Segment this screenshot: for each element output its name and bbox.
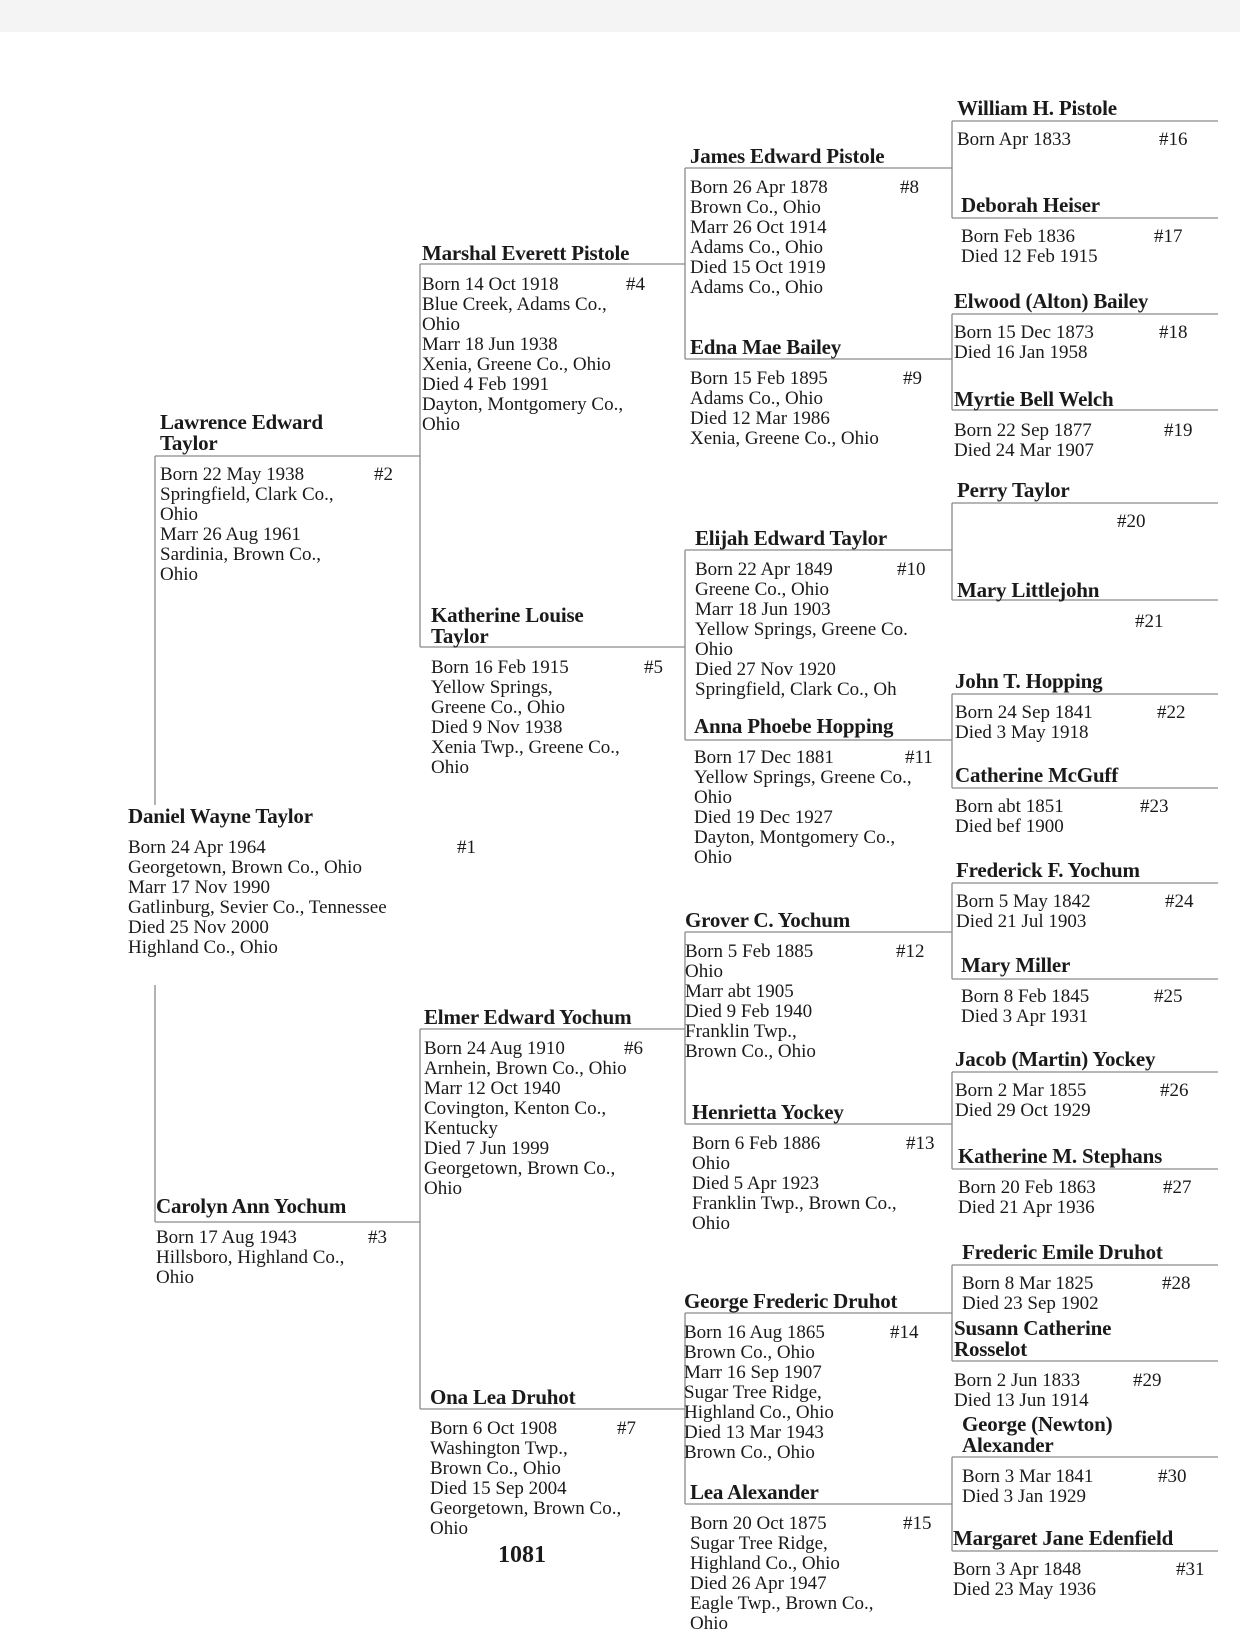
- person-name: [690, 337, 879, 358]
- person-name-line: Daniel Wayne Taylor: [128, 804, 313, 828]
- detail-line: Covington, Kenton Co.,: [424, 1098, 607, 1119]
- detail-line: Georgetown, Brown Co.,: [424, 1158, 616, 1179]
- detail-line: [957, 612, 1099, 632]
- person-name: [431, 605, 620, 647]
- ahnentafel-number: #17: [1154, 226, 1183, 247]
- detail-line: Ohio: [685, 961, 723, 982]
- detail-line: Ohio: [431, 757, 469, 778]
- person-8: [690, 144, 919, 298]
- ahnentafel-number: #9: [903, 368, 922, 389]
- person-details: [955, 1080, 1189, 1121]
- person-name-line: Carolyn Ann Yochum: [156, 1194, 347, 1218]
- person-name: [962, 1414, 1112, 1456]
- person-details: [695, 559, 926, 700]
- person-name: [690, 146, 884, 167]
- ahnentafel-number: #10: [897, 559, 926, 580]
- detail-line: Died 12 Mar 1986: [690, 408, 830, 429]
- person-18: [954, 289, 1188, 363]
- person-details: [961, 986, 1183, 1027]
- person-details: [955, 702, 1186, 743]
- ahnentafel-number: #18: [1159, 322, 1188, 343]
- ahnentafel-number: #30: [1158, 1466, 1187, 1487]
- detail-line: Yellow Springs, Greene Co.: [695, 619, 908, 640]
- person-name: [955, 1049, 1155, 1070]
- detail-line: Marr 12 Oct 1940: [424, 1078, 561, 1099]
- detail-line: Highland Co., Ohio: [128, 937, 278, 958]
- ahnentafel-number: #11: [905, 747, 933, 768]
- detail-line: Born 8 Feb 1845: [961, 986, 1090, 1007]
- person-name: [128, 806, 387, 827]
- detail-line: Born 22 Sep 1877: [954, 420, 1092, 441]
- person-name: [695, 528, 908, 549]
- person-name: [424, 1007, 631, 1028]
- person-name: [953, 1528, 1173, 1549]
- detail-line: Born 15 Dec 1873: [954, 322, 1094, 343]
- detail-line: Died 23 May 1936: [953, 1579, 1097, 1600]
- detail-line: Highland Co., Ohio: [690, 1553, 840, 1574]
- detail-line: Died 3 Apr 1931: [961, 1006, 1089, 1027]
- detail-line: Ohio: [422, 414, 460, 435]
- detail-line: Ohio: [692, 1153, 730, 1174]
- person-details: [694, 747, 933, 868]
- person-details: [961, 226, 1183, 267]
- person-details: [956, 891, 1194, 932]
- ahnentafel-number: #24: [1165, 891, 1194, 912]
- person-name: [156, 1196, 346, 1217]
- person-23: [955, 763, 1169, 837]
- person-details: [685, 941, 925, 1062]
- person-1: [128, 804, 476, 958]
- ahnentafel-number: #15: [903, 1513, 932, 1534]
- person-11: [694, 714, 933, 868]
- person-details: [954, 322, 1188, 363]
- person-name-line: Jacob (Martin) Yockey: [955, 1047, 1156, 1071]
- person-details: [128, 837, 476, 958]
- person-name-line: Rosselot: [954, 1337, 1028, 1361]
- detail-line: Xenia, Greene Co., Ohio: [690, 428, 879, 449]
- person-name-line: Frederic Emile Druhot: [962, 1240, 1163, 1264]
- detail-line: Born 22 May 1938: [160, 464, 305, 485]
- detail-line: Born 8 Mar 1825: [962, 1273, 1094, 1294]
- person-name-line: William H. Pistole: [957, 96, 1117, 120]
- person-10: [695, 526, 926, 700]
- person-details: [690, 368, 922, 449]
- detail-line: Born 3 Mar 1841: [962, 1466, 1094, 1487]
- detail-line: Brown Co., Ohio: [685, 1041, 816, 1062]
- detail-line: Died 13 Jun 1914: [954, 1390, 1089, 1411]
- person-name-line: Elijah Edward Taylor: [695, 526, 888, 550]
- detail-line: Died bef 1900: [955, 816, 1064, 837]
- person-name-line: Katherine M. Stephans: [958, 1144, 1163, 1168]
- detail-line: Franklin Twp., Brown Co.,: [692, 1193, 897, 1214]
- person-name-line: Elmer Edward Yochum: [424, 1005, 632, 1029]
- detail-line: Franklin Twp.,: [685, 1021, 797, 1042]
- detail-line: Kentucky: [424, 1118, 498, 1139]
- person-name-line: Anna Phoebe Hopping: [694, 714, 894, 738]
- person-name-line: Ona Lea Druhot: [430, 1385, 576, 1409]
- detail-line: Adams Co., Ohio: [690, 237, 823, 258]
- person-name-line: Perry Taylor: [957, 478, 1070, 502]
- person-details: [692, 1133, 935, 1234]
- detail-line: Died 12 Feb 1915: [961, 246, 1098, 267]
- ahnentafel-number: #26: [1160, 1080, 1189, 1101]
- detail-line: Died 23 Sep 1902: [962, 1293, 1099, 1314]
- person-3: [156, 1194, 387, 1288]
- person-24: [956, 858, 1194, 932]
- detail-line: Gatlinburg, Sevier Co., Tennessee: [128, 897, 387, 918]
- person-name-line: Susann Catherine: [954, 1316, 1112, 1340]
- person-details: [431, 657, 663, 778]
- person-name-line: Margaret Jane Edenfield: [953, 1526, 1174, 1550]
- person-details: [955, 796, 1169, 837]
- person-name-line: John T. Hopping: [955, 669, 1103, 693]
- person-name-line: James Edward Pistole: [690, 144, 885, 168]
- person-22: [955, 669, 1186, 743]
- detail-line: Marr 17 Nov 1990: [128, 877, 270, 898]
- page-number: 1081: [498, 1542, 546, 1568]
- ahnentafel-number: #25: [1154, 986, 1183, 1007]
- detail-line: Born 24 Sep 1841: [955, 702, 1093, 723]
- ahnentafel-number: #27: [1163, 1177, 1192, 1198]
- detail-line: Sardinia, Brown Co.,: [160, 544, 321, 565]
- detail-line: Born 6 Oct 1908: [430, 1418, 558, 1439]
- person-15: [690, 1480, 932, 1634]
- detail-line: Marr abt 1905: [685, 981, 794, 1002]
- person-name-line: Edna Mae Bailey: [690, 335, 842, 359]
- person-31: [953, 1526, 1205, 1600]
- detail-line: Died 7 Jun 1999: [424, 1138, 550, 1159]
- person-name-line: Lawrence Edward: [160, 410, 323, 434]
- person-16: [957, 96, 1188, 150]
- person-name: [430, 1387, 621, 1408]
- person-name: [962, 1242, 1163, 1263]
- person-details: [690, 1513, 932, 1634]
- ahnentafel-number: #5: [644, 657, 663, 678]
- ahnentafel-number: #6: [624, 1038, 643, 1059]
- detail-line: Xenia Twp., Greene Co.,: [431, 737, 620, 758]
- person-name-line: Grover C. Yochum: [685, 908, 850, 932]
- detail-line: Ohio: [160, 564, 198, 585]
- person-13: [692, 1100, 935, 1234]
- person-name-line: Frederick F. Yochum: [956, 858, 1140, 882]
- person-name: [694, 716, 912, 737]
- ahnentafel-number: #31: [1176, 1559, 1205, 1580]
- person-19: [954, 387, 1193, 461]
- detail-line: Died 4 Feb 1991: [422, 374, 550, 395]
- person-name: [954, 1318, 1111, 1360]
- detail-line: Died 3 Jan 1929: [962, 1486, 1087, 1507]
- detail-line: Born 20 Oct 1875: [690, 1513, 827, 1534]
- detail-line: Died 13 Mar 1943: [684, 1422, 824, 1443]
- detail-line: Springfield, Clark Co., Oh: [695, 679, 897, 700]
- detail-line: Born 24 Apr 1964: [128, 837, 266, 858]
- person-name: [957, 580, 1099, 601]
- person-details: [156, 1227, 387, 1288]
- detail-line: Greene Co., Ohio: [695, 579, 830, 600]
- detail-line: Died 25 Nov 2000: [128, 917, 269, 938]
- person-20: [957, 478, 1146, 532]
- detail-line: Marr 16 Sep 1907: [684, 1362, 822, 1383]
- person-details: [958, 1177, 1192, 1218]
- detail-line: Born 6 Feb 1886: [692, 1133, 821, 1154]
- person-details: [160, 464, 393, 585]
- detail-line: Born 16 Aug 1865: [684, 1322, 825, 1343]
- ahnentafel-number: #16: [1159, 129, 1188, 150]
- person-6: [424, 1005, 643, 1199]
- detail-line: Ohio: [430, 1518, 468, 1539]
- detail-line: Greene Co., Ohio: [431, 697, 566, 718]
- person-28: [962, 1240, 1191, 1314]
- person-name: [958, 1146, 1162, 1167]
- person-name: [422, 243, 629, 264]
- person-name: [684, 1291, 897, 1312]
- person-name: [961, 955, 1089, 976]
- person-details: [424, 1038, 643, 1199]
- detail-line: Brown Co., Ohio: [690, 197, 821, 218]
- person-name-line: George (Newton): [962, 1412, 1113, 1436]
- detail-line: Hillsboro, Highland Co.,: [156, 1247, 345, 1268]
- detail-line: Died 16 Jan 1958: [954, 342, 1088, 363]
- ahnentafel-number: #20: [1117, 511, 1146, 532]
- ahnentafel-number: #14: [890, 1322, 919, 1343]
- detail-line: Yellow Springs,: [431, 677, 553, 698]
- person-21: [957, 578, 1164, 632]
- detail-line: Arnhein, Brown Co., Ohio: [424, 1058, 627, 1079]
- person-details: [957, 511, 1146, 532]
- person-name: [956, 860, 1140, 881]
- detail-line: Brown Co., Ohio: [684, 1442, 815, 1463]
- person-name: [954, 291, 1148, 312]
- detail-line: Born 5 Feb 1885: [685, 941, 814, 962]
- detail-line: Washington Twp.,: [430, 1438, 568, 1459]
- person-name: [961, 195, 1100, 216]
- person-29: [954, 1316, 1162, 1411]
- person-17: [961, 193, 1183, 267]
- detail-line: Born 3 Apr 1848: [953, 1559, 1082, 1580]
- person-name-line: Katherine Louise: [431, 603, 584, 627]
- person-name: [685, 910, 850, 931]
- person-name-line: Marshal Everett Pistole: [422, 241, 630, 265]
- detail-line: [957, 512, 1070, 532]
- person-4: [422, 241, 645, 435]
- ahnentafel-number: #12: [896, 941, 925, 962]
- ahnentafel-number: #1: [457, 837, 476, 858]
- detail-line: Dayton, Montgomery Co.,: [694, 827, 896, 848]
- detail-line: Born abt 1851: [955, 796, 1064, 817]
- person-name-line: Catherine McGuff: [955, 763, 1119, 787]
- person-details: [957, 611, 1164, 632]
- person-details: [430, 1418, 636, 1539]
- person-details: [962, 1273, 1191, 1314]
- detail-line: Died 26 Apr 1947: [690, 1573, 827, 1594]
- detail-line: Marr 18 Jun 1903: [695, 599, 831, 620]
- detail-line: Died 27 Nov 1920: [695, 659, 836, 680]
- detail-line: Died 29 Oct 1929: [955, 1100, 1091, 1121]
- person-details: [954, 420, 1193, 461]
- ahnentafel-number: #29: [1133, 1370, 1162, 1391]
- detail-line: Marr 18 Jun 1938: [422, 334, 558, 355]
- detail-line: Died 24 Mar 1907: [954, 440, 1094, 461]
- person-name-line: Myrtie Bell Welch: [954, 387, 1114, 411]
- person-details: [962, 1466, 1187, 1507]
- detail-line: Yellow Springs, Greene Co.,: [694, 767, 912, 788]
- detail-line: Blue Creek, Adams Co.,: [422, 294, 607, 315]
- detail-line: Born 22 Apr 1849: [695, 559, 833, 580]
- detail-line: Ohio: [424, 1178, 462, 1199]
- person-2: [160, 410, 393, 585]
- detail-line: Ohio: [422, 314, 460, 335]
- detail-line: Adams Co., Ohio: [690, 388, 823, 409]
- person-name: [957, 98, 1117, 119]
- person-name-line: Mary Miller: [961, 953, 1071, 977]
- detail-line: Ohio: [156, 1267, 194, 1288]
- detail-line: Born 20 Feb 1863: [958, 1177, 1096, 1198]
- person-details: [690, 177, 919, 298]
- detail-line: Born Feb 1836: [961, 226, 1075, 247]
- detail-line: Adams Co., Ohio: [690, 277, 823, 298]
- detail-line: Died 15 Oct 1919: [690, 257, 826, 278]
- detail-line: Born Apr 1833: [957, 129, 1071, 150]
- person-name-line: Lea Alexander: [690, 1480, 819, 1504]
- detail-line: Born 24 Aug 1910: [424, 1038, 565, 1059]
- detail-line: Born 16 Feb 1915: [431, 657, 569, 678]
- person-27: [958, 1144, 1192, 1218]
- person-25: [961, 953, 1183, 1027]
- person-name: [954, 389, 1114, 410]
- person-name: [955, 765, 1118, 786]
- person-name-line: Mary Littlejohn: [957, 578, 1100, 602]
- detail-line: Sugar Tree Ridge,: [690, 1533, 828, 1554]
- ahnentafel-number: #21: [1135, 611, 1164, 632]
- detail-line: Born 26 Apr 1878: [690, 177, 828, 198]
- detail-line: Georgetown, Brown Co.,: [430, 1498, 622, 1519]
- person-name-line: Elwood (Alton) Bailey: [954, 289, 1149, 313]
- person-name: [160, 412, 334, 454]
- detail-line: Born 17 Dec 1881: [694, 747, 834, 768]
- person-5: [431, 603, 663, 778]
- ahnentafel-number: #13: [906, 1133, 935, 1154]
- detail-line: Marr 26 Aug 1961: [160, 524, 301, 545]
- person-details: [422, 274, 645, 435]
- person-name-line: Henrietta Yockey: [692, 1100, 844, 1124]
- detail-line: Born 14 Oct 1918: [422, 274, 559, 295]
- person-name-line: Deborah Heiser: [961, 193, 1100, 217]
- person-26: [955, 1047, 1189, 1121]
- person-details: [954, 1370, 1162, 1411]
- person-details: [684, 1322, 919, 1463]
- detail-line: Died 21 Jul 1903: [956, 911, 1087, 932]
- detail-line: Brown Co., Ohio: [430, 1458, 561, 1479]
- person-name-line: Taylor: [160, 431, 218, 455]
- detail-line: Ohio: [694, 847, 732, 868]
- person-name: [957, 480, 1070, 501]
- detail-line: Marr 26 Oct 1914: [690, 217, 827, 238]
- person-name: [692, 1102, 897, 1123]
- detail-line: Ohio: [694, 787, 732, 808]
- detail-line: Ohio: [160, 504, 198, 525]
- detail-line: Highland Co., Ohio: [684, 1402, 834, 1423]
- person-name-line: George Frederic Druhot: [684, 1289, 898, 1313]
- ahnentafel-number: #22: [1157, 702, 1186, 723]
- ahnentafel-number: #28: [1162, 1273, 1191, 1294]
- person-name: [955, 671, 1102, 692]
- detail-line: Died 5 Apr 1923: [692, 1173, 820, 1194]
- detail-line: Died 21 Apr 1936: [958, 1197, 1095, 1218]
- detail-line: Born 5 May 1842: [956, 891, 1091, 912]
- person-30: [962, 1412, 1187, 1507]
- detail-line: Born 2 Jun 1833: [954, 1370, 1081, 1391]
- person-12: [685, 908, 925, 1062]
- detail-line: Georgetown, Brown Co., Ohio: [128, 857, 362, 878]
- detail-line: Ohio: [692, 1213, 730, 1234]
- person-details: [957, 129, 1188, 150]
- ahnentafel-number: #23: [1140, 796, 1169, 817]
- detail-line: Ohio: [695, 639, 733, 660]
- detail-line: Springfield, Clark Co.,: [160, 484, 334, 505]
- detail-line: Ohio: [690, 1613, 728, 1634]
- ahnentafel-number: #8: [900, 177, 919, 198]
- detail-line: Born 15 Feb 1895: [690, 368, 828, 389]
- ahnentafel-number: #2: [374, 464, 393, 485]
- detail-line: Xenia, Greene Co., Ohio: [422, 354, 611, 375]
- person-14: [684, 1289, 919, 1463]
- person-9: [690, 335, 922, 449]
- ahnentafel-number: #19: [1164, 420, 1193, 441]
- detail-line: Eagle Twp., Brown Co.,: [690, 1593, 874, 1614]
- detail-line: Dayton, Montgomery Co.,: [422, 394, 624, 415]
- detail-line: Died 15 Sep 2004: [430, 1478, 567, 1499]
- detail-line: Sugar Tree Ridge,: [684, 1382, 822, 1403]
- detail-line: Died 9 Nov 1938: [431, 717, 563, 738]
- ahnentafel-number: #4: [626, 274, 645, 295]
- detail-line: Died 19 Dec 1927: [694, 807, 833, 828]
- person-details: [953, 1559, 1205, 1600]
- ahnentafel-number: #7: [617, 1418, 636, 1439]
- ahnentafel-number: #3: [368, 1227, 387, 1248]
- person-7: [430, 1385, 636, 1539]
- person-name-line: Alexander: [962, 1433, 1054, 1457]
- detail-line: Born 17 Aug 1943: [156, 1227, 297, 1248]
- person-name: [690, 1482, 874, 1503]
- detail-line: Brown Co., Ohio: [684, 1342, 815, 1363]
- detail-line: Died 3 May 1918: [955, 722, 1089, 743]
- detail-line: Born 2 Mar 1855: [955, 1080, 1087, 1101]
- person-name-line: Taylor: [431, 624, 489, 648]
- detail-line: Died 9 Feb 1940: [685, 1001, 813, 1022]
